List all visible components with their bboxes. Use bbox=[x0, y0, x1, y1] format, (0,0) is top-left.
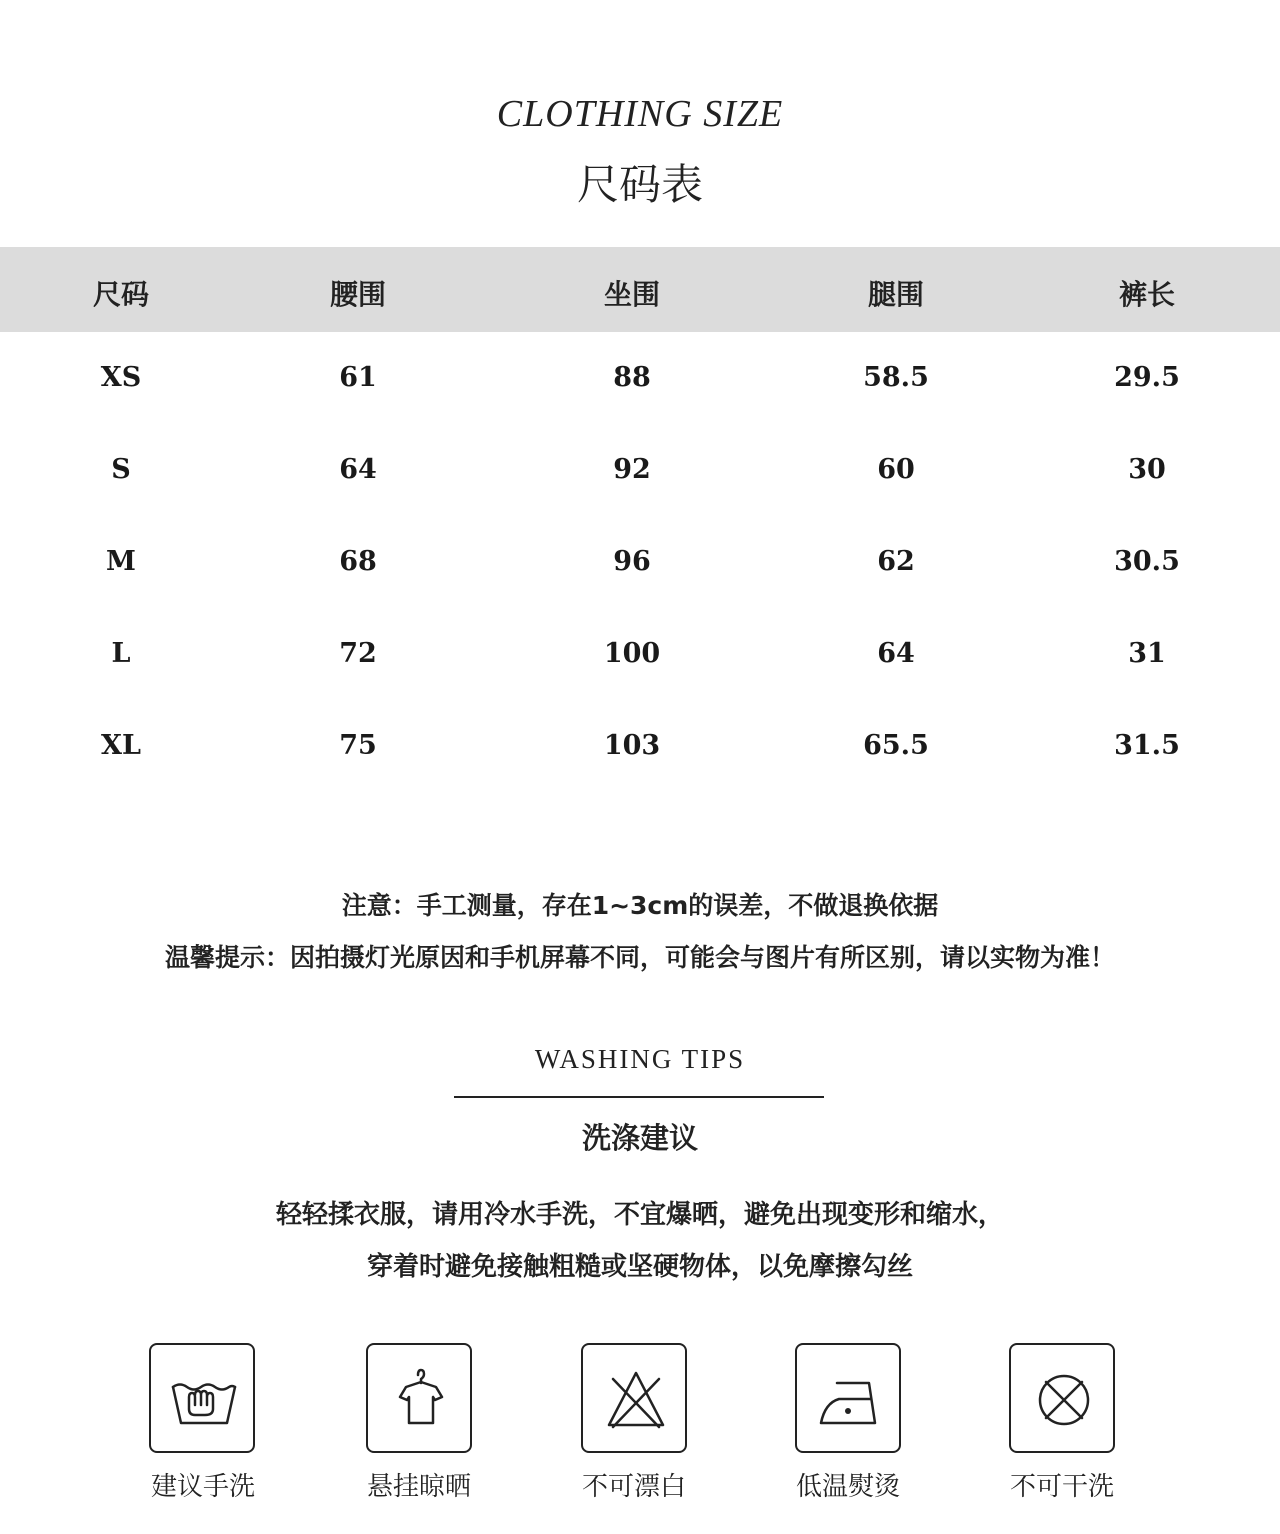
table-cell: XL bbox=[101, 730, 141, 761]
divider bbox=[454, 1096, 824, 1098]
hang-dry-label: 悬挂晾晒 bbox=[366, 1472, 471, 1502]
table-cell: 68 bbox=[339, 546, 377, 577]
hand-wash-label: 建议手洗 bbox=[150, 1472, 255, 1502]
no-dry-clean-icon bbox=[1009, 1343, 1115, 1453]
table-cell: XS bbox=[100, 362, 142, 393]
no-bleach-icon bbox=[581, 1343, 687, 1453]
table-row bbox=[0, 332, 1280, 424]
table-cell: 75 bbox=[339, 730, 377, 761]
hang-dry-icon bbox=[366, 1343, 472, 1453]
table-cell: M bbox=[106, 546, 136, 577]
measurement-note: 注意：手工测量，存在1~3cm的误差，不做退换依据 bbox=[341, 891, 939, 920]
table-cell: 31 bbox=[1128, 638, 1166, 669]
title-chinese: 尺码表 bbox=[576, 160, 703, 209]
washing-title-chinese: 洗涤建议 bbox=[581, 1121, 698, 1155]
color-disclaimer: 温馨提示：因拍摄灯光原因和手机屏幕不同，可能会与图片有所区别，请以实物为准！ bbox=[164, 943, 1115, 972]
header-cell-hip: 坐围 bbox=[603, 278, 660, 311]
table-row bbox=[0, 700, 1280, 792]
hand-wash-icon bbox=[149, 1343, 255, 1453]
table-cell: 96 bbox=[613, 546, 651, 577]
header-cell-thigh: 腿围 bbox=[867, 278, 924, 311]
header-cell-waist: 腰围 bbox=[329, 278, 386, 311]
care-instructions-line1: 轻轻揉衣服，请用冷水手洗，不宜爆晒，避免出现变形和缩水， bbox=[275, 1200, 1004, 1230]
table-cell: 58.5 bbox=[863, 362, 929, 393]
table-cell: 60 bbox=[877, 454, 915, 485]
washing-title-english: WASHING TIPS bbox=[534, 1044, 746, 1074]
table-cell: L bbox=[111, 638, 131, 669]
low-iron-icon bbox=[795, 1343, 901, 1453]
table-cell: 64 bbox=[877, 638, 915, 669]
table-cell: 88 bbox=[613, 362, 651, 393]
table-cell: 29.5 bbox=[1114, 362, 1180, 393]
table-cell: 62 bbox=[877, 546, 915, 577]
header-cell-size: 尺码 bbox=[92, 278, 149, 311]
table-cell: 64 bbox=[339, 454, 377, 485]
size-table bbox=[0, 247, 1280, 792]
table-cell: 65.5 bbox=[863, 730, 929, 761]
table-cell: 100 bbox=[603, 638, 661, 669]
table-cell: 31.5 bbox=[1114, 730, 1180, 761]
low-iron-label: 低温熨烫 bbox=[795, 1472, 900, 1502]
table-row bbox=[0, 424, 1280, 516]
table-header bbox=[0, 247, 1280, 332]
table-cell: 72 bbox=[339, 638, 377, 669]
table-cell: 30 bbox=[1128, 454, 1166, 485]
table-row bbox=[0, 516, 1280, 608]
table-cell: S bbox=[111, 454, 131, 485]
table-cell: 92 bbox=[613, 454, 651, 485]
no-dry-clean-label: 不可干洗 bbox=[1009, 1472, 1114, 1502]
table-row bbox=[0, 608, 1280, 700]
table-cell: 30.5 bbox=[1114, 546, 1180, 577]
header-cell-length: 裤长 bbox=[1118, 278, 1175, 311]
title-english: CLOTHING SIZE bbox=[496, 93, 784, 135]
table-cell: 61 bbox=[339, 362, 377, 393]
care-instructions-line2: 穿着时避免接触粗糙或坚硬物体，以免摩擦勾丝 bbox=[366, 1252, 913, 1282]
no-bleach-label: 不可漂白 bbox=[581, 1472, 686, 1502]
table-cell: 103 bbox=[603, 730, 661, 761]
